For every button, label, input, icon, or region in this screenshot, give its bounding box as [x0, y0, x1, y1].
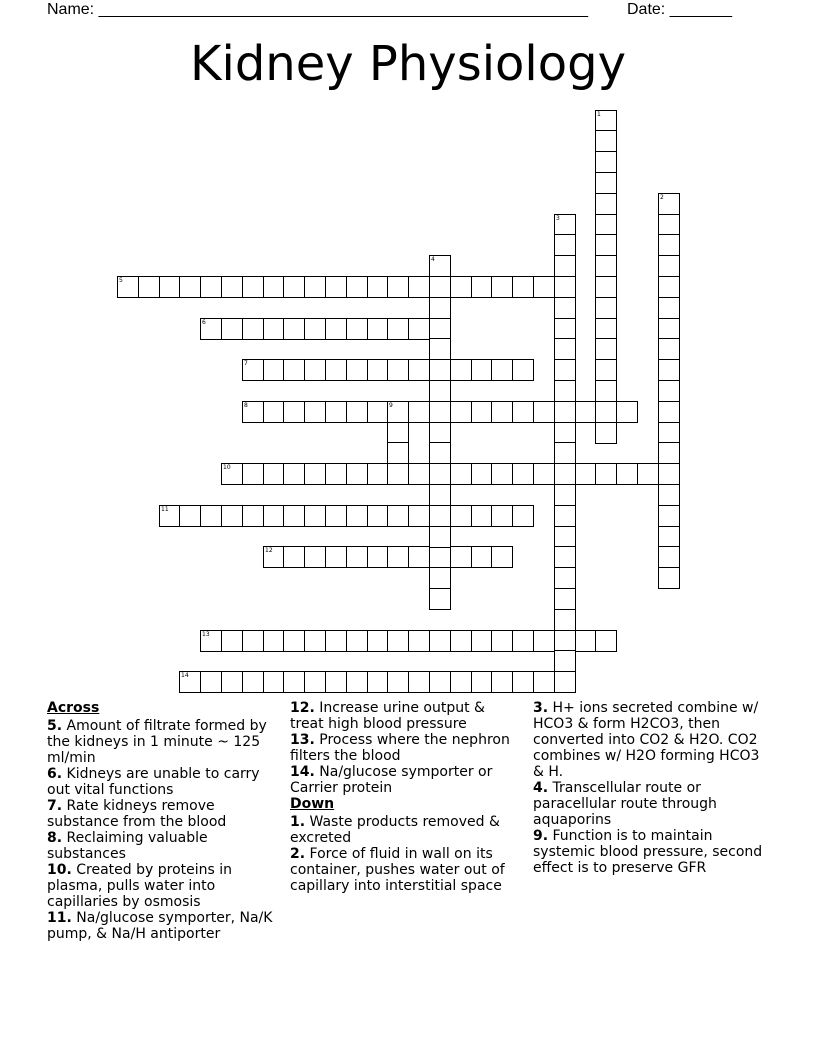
- crossword-cell[interactable]: [429, 505, 451, 527]
- crossword-cell[interactable]: [554, 671, 576, 693]
- crossword-cell[interactable]: [346, 630, 368, 652]
- cell-number: 13: [202, 631, 210, 638]
- crossword-cell[interactable]: [387, 463, 409, 485]
- clue-text: Increase urine output & treat high blood pressure: [290, 700, 485, 732]
- crossword-cell[interactable]: [367, 359, 389, 381]
- crossword-cell[interactable]: [325, 546, 347, 568]
- crossword-cell[interactable]: [242, 359, 264, 381]
- clue-across-10: [47, 862, 277, 910]
- crossword-cell[interactable]: [283, 505, 305, 527]
- clue-across-5: [47, 718, 277, 766]
- crossword-cell[interactable]: [554, 567, 576, 589]
- crossword-cell[interactable]: [658, 276, 680, 298]
- crossword-cell[interactable]: [658, 484, 680, 506]
- crossword-cell[interactable]: [658, 546, 680, 568]
- crossword-cell[interactable]: [304, 318, 326, 340]
- clue-number: 8.: [47, 830, 63, 846]
- crossword-cell[interactable]: [554, 546, 576, 568]
- crossword-cell[interactable]: [159, 505, 181, 527]
- crossword-cell[interactable]: [554, 630, 576, 652]
- crossword-cell[interactable]: [471, 463, 493, 485]
- clue-down-2: [290, 846, 522, 894]
- crossword-cell[interactable]: [512, 671, 534, 693]
- crossword-cell[interactable]: [471, 276, 493, 298]
- crossword-cell[interactable]: [159, 276, 181, 298]
- across-heading: Across: [47, 700, 100, 716]
- crossword-cell[interactable]: [429, 484, 451, 506]
- crossword-cell[interactable]: [595, 151, 617, 173]
- crossword-cell[interactable]: [346, 276, 368, 298]
- crossword-cell[interactable]: [387, 422, 409, 444]
- clue-number: 1.: [290, 814, 306, 830]
- crossword-cell[interactable]: [242, 671, 264, 693]
- crossword-cell[interactable]: [408, 276, 430, 298]
- clue-number: 2.: [290, 846, 306, 862]
- crossword-cell[interactable]: [575, 630, 597, 652]
- clue-across-14: [290, 764, 522, 796]
- crossword-cell[interactable]: [429, 276, 451, 298]
- crossword-cell[interactable]: [491, 276, 513, 298]
- crossword-cell[interactable]: [471, 630, 493, 652]
- cell-number: 8: [244, 402, 248, 409]
- clue-down-1: [290, 814, 522, 846]
- crossword-cell[interactable]: [429, 567, 451, 589]
- crossword-cell[interactable]: [387, 505, 409, 527]
- clue-number: 13.: [290, 732, 315, 748]
- crossword-cell[interactable]: [595, 422, 617, 444]
- crossword-cell[interactable]: [554, 505, 576, 527]
- crossword-cell[interactable]: [429, 401, 451, 423]
- crossword-cell[interactable]: [595, 255, 617, 277]
- crossword-cell[interactable]: [512, 401, 534, 423]
- clue-text: Function is to maintain systemic blood pressure, second effect is to preserve GFR: [533, 828, 763, 876]
- crossword-cell[interactable]: [554, 276, 576, 298]
- clue-number: 3.: [533, 700, 549, 716]
- crossword-cell[interactable]: [554, 442, 576, 464]
- crossword-cell[interactable]: [387, 401, 409, 423]
- crossword-cell[interactable]: [117, 276, 139, 298]
- clue-text: Created by proteins in plasma, pulls water into capillaries by osmosis: [47, 862, 233, 910]
- crossword-cell[interactable]: [408, 630, 430, 652]
- crossword-cell[interactable]: [367, 505, 389, 527]
- crossword-cell[interactable]: [429, 671, 451, 693]
- crossword-cell[interactable]: [221, 630, 243, 652]
- crossword-cell[interactable]: [658, 505, 680, 527]
- crossword-cell[interactable]: [283, 630, 305, 652]
- crossword-cell[interactable]: [554, 214, 576, 236]
- crossword-cell[interactable]: [179, 671, 201, 693]
- clues-column-3: [533, 700, 773, 876]
- crossword-cell[interactable]: [242, 505, 264, 527]
- crossword-cell[interactable]: [533, 630, 555, 652]
- crossword-cell[interactable]: [263, 671, 285, 693]
- clue-text: Process where the nephron filters the blood: [290, 732, 510, 764]
- crossword-cell[interactable]: [408, 318, 430, 340]
- cell-number: 7: [244, 360, 248, 367]
- crossword-cell[interactable]: [242, 630, 264, 652]
- cell-number: 10: [223, 464, 231, 471]
- cell-number: 11: [161, 506, 169, 513]
- crossword-cell[interactable]: [491, 359, 513, 381]
- crossword-cell[interactable]: [304, 401, 326, 423]
- crossword-cell[interactable]: [554, 422, 576, 444]
- crossword-cell[interactable]: [658, 442, 680, 464]
- cell-number: 1: [597, 111, 601, 118]
- crossword-cell[interactable]: [387, 318, 409, 340]
- crossword-cell[interactable]: [450, 505, 472, 527]
- clue-number: 7.: [47, 798, 63, 814]
- crossword-cell[interactable]: [512, 505, 534, 527]
- crossword-cell[interactable]: [408, 401, 430, 423]
- clue-across-13: [290, 732, 522, 764]
- clues-column-2: [290, 700, 522, 894]
- clue-number: 14.: [290, 764, 315, 780]
- crossword-cell[interactable]: [429, 380, 451, 402]
- crossword-cell[interactable]: [304, 463, 326, 485]
- crossword-cell[interactable]: [533, 671, 555, 693]
- crossword-cell[interactable]: [554, 401, 576, 423]
- crossword-cell[interactable]: [471, 671, 493, 693]
- crossword-cell[interactable]: [554, 588, 576, 610]
- clue-down-3: [533, 700, 773, 780]
- crossword-cell[interactable]: [450, 671, 472, 693]
- crossword-cell[interactable]: [429, 422, 451, 444]
- crossword-cell[interactable]: [325, 276, 347, 298]
- crossword-cell[interactable]: [491, 630, 513, 652]
- clue-text: Transcellular route or paracellular route through aquaporins: [533, 780, 717, 828]
- crossword-cell[interactable]: [263, 463, 285, 485]
- crossword-cell[interactable]: [325, 671, 347, 693]
- crossword-cell[interactable]: [367, 318, 389, 340]
- crossword-cell[interactable]: [429, 255, 451, 277]
- clue-text: Rate kidneys remove substance from the blood: [47, 798, 227, 830]
- crossword-cell[interactable]: [595, 338, 617, 360]
- crossword-cell[interactable]: [263, 546, 285, 568]
- crossword-cell[interactable]: [387, 546, 409, 568]
- crossword-cell[interactable]: [595, 110, 617, 132]
- crossword-cell[interactable]: [387, 442, 409, 464]
- crossword-cell[interactable]: [491, 546, 513, 568]
- crossword-cell[interactable]: [429, 338, 451, 360]
- clue-across-12: [290, 700, 522, 732]
- crossword-cell[interactable]: [283, 318, 305, 340]
- date-field[interactable]: Date: _______: [627, 1, 732, 18]
- crossword-cell[interactable]: [450, 630, 472, 652]
- crossword-cell[interactable]: [450, 463, 472, 485]
- clue-text: Waste products removed & excreted: [290, 814, 500, 846]
- crossword-cell[interactable]: [367, 630, 389, 652]
- crossword-cell[interactable]: [346, 463, 368, 485]
- clue-number: 10.: [47, 862, 72, 878]
- crossword-cell[interactable]: [304, 359, 326, 381]
- crossword-cell[interactable]: [429, 442, 451, 464]
- clue-number: 12.: [290, 700, 315, 716]
- crossword-cell[interactable]: [471, 359, 493, 381]
- crossword-cell[interactable]: [408, 463, 430, 485]
- crossword-cell[interactable]: [138, 276, 160, 298]
- clue-number: 11.: [47, 910, 72, 926]
- crossword-cell[interactable]: [367, 401, 389, 423]
- crossword-cell[interactable]: [221, 505, 243, 527]
- crossword-cell[interactable]: [408, 671, 430, 693]
- cell-number: 9: [389, 402, 393, 409]
- crossword-cell[interactable]: [429, 630, 451, 652]
- crossword-cell[interactable]: [325, 505, 347, 527]
- crossword-cell[interactable]: [263, 401, 285, 423]
- crossword-cell[interactable]: [595, 130, 617, 152]
- crossword-cell[interactable]: [491, 463, 513, 485]
- crossword-cell[interactable]: [346, 546, 368, 568]
- crossword-cell[interactable]: [325, 463, 347, 485]
- crossword-cell[interactable]: [387, 276, 409, 298]
- clue-number: 9.: [533, 828, 549, 844]
- crossword-cell[interactable]: [595, 297, 617, 319]
- crossword-cell[interactable]: [471, 505, 493, 527]
- crossword-cell[interactable]: [658, 234, 680, 256]
- crossword-cell[interactable]: [450, 546, 472, 568]
- crossword-cell[interactable]: [325, 630, 347, 652]
- crossword-cell[interactable]: [616, 401, 638, 423]
- crossword-cell[interactable]: [429, 588, 451, 610]
- crossword-cell[interactable]: [429, 359, 451, 381]
- crossword-cell[interactable]: [637, 463, 659, 485]
- clue-text: Reclaiming valuable substances: [47, 830, 208, 862]
- crossword-cell[interactable]: [595, 214, 617, 236]
- crossword-cell[interactable]: [367, 276, 389, 298]
- crossword-cell[interactable]: [554, 255, 576, 277]
- clue-down-9: [533, 828, 773, 876]
- crossword-cell[interactable]: [658, 338, 680, 360]
- name-field[interactable]: Name: _______________________________________________________: [47, 1, 588, 18]
- crossword-cell[interactable]: [658, 422, 680, 444]
- crossword-cell[interactable]: [387, 630, 409, 652]
- crossword-cell[interactable]: [283, 546, 305, 568]
- clue-text: Na/glucose symporter, Na/K pump, & Na/H antiporter: [47, 910, 273, 942]
- crossword-cell[interactable]: [242, 318, 264, 340]
- crossword-cell[interactable]: [595, 380, 617, 402]
- crossword-cell[interactable]: [367, 463, 389, 485]
- crossword-cell[interactable]: [658, 401, 680, 423]
- clue-text: Force of fluid in wall on its container, pushes water out of capillary into interstitial space: [290, 846, 505, 894]
- crossword-cell[interactable]: [554, 359, 576, 381]
- clue-text: Kidneys are unable to carry out vital functions: [47, 766, 260, 798]
- crossword-cell[interactable]: [491, 401, 513, 423]
- crossword-cell[interactable]: [346, 505, 368, 527]
- clue-text: Amount of filtrate formed by the kidneys in 1 minute ~ 125 ml/min: [47, 718, 267, 766]
- crossword-cell[interactable]: [263, 359, 285, 381]
- crossword-cell[interactable]: [325, 359, 347, 381]
- crossword-cell[interactable]: [491, 671, 513, 693]
- crossword-cell[interactable]: [554, 609, 576, 631]
- crossword-cell[interactable]: [325, 318, 347, 340]
- clue-down-4: [533, 780, 773, 828]
- crossword-cell[interactable]: [408, 359, 430, 381]
- crossword-cell[interactable]: [408, 546, 430, 568]
- crossword-cell[interactable]: [533, 401, 555, 423]
- cell-number: 2: [660, 194, 664, 201]
- crossword-cell[interactable]: [283, 463, 305, 485]
- crossword-cell[interactable]: [346, 359, 368, 381]
- crossword-cell[interactable]: [595, 318, 617, 340]
- crossword-cell[interactable]: [200, 630, 222, 652]
- crossword-cell[interactable]: [325, 401, 347, 423]
- crossword-cell[interactable]: [221, 671, 243, 693]
- clues-column-1: [47, 700, 277, 942]
- crossword-cell[interactable]: [450, 359, 472, 381]
- crossword-cell[interactable]: [450, 401, 472, 423]
- cell-number: 5: [119, 277, 123, 284]
- crossword-cell[interactable]: [346, 318, 368, 340]
- crossword-cell[interactable]: [179, 276, 201, 298]
- crossword-cell[interactable]: [179, 505, 201, 527]
- crossword-cell[interactable]: [387, 359, 409, 381]
- crossword-cell[interactable]: [658, 214, 680, 236]
- crossword-cell[interactable]: [512, 630, 534, 652]
- crossword-cell[interactable]: [283, 401, 305, 423]
- crossword-cell[interactable]: [367, 546, 389, 568]
- crossword-cell[interactable]: [595, 463, 617, 485]
- crossword-cell[interactable]: [283, 359, 305, 381]
- crossword-cell[interactable]: [429, 463, 451, 485]
- crossword-cell[interactable]: [304, 546, 326, 568]
- crossword-cell[interactable]: [595, 359, 617, 381]
- crossword-cell[interactable]: [658, 297, 680, 319]
- clue-number: 5.: [47, 718, 63, 734]
- page-title: Kidney Physiology: [190, 36, 626, 92]
- crossword-cell[interactable]: [554, 484, 576, 506]
- crossword-cell[interactable]: [658, 380, 680, 402]
- clue-across-8: [47, 830, 277, 862]
- clue-text: H+ ions secreted combine w/ HCO3 & form H2CO3, then converted into CO2 & H2O. CO2 combines w/ H2O forming HCO3 & H.: [533, 700, 760, 780]
- clue-across-7: [47, 798, 277, 830]
- crossword-cell[interactable]: [595, 630, 617, 652]
- crossword-cell[interactable]: [221, 276, 243, 298]
- crossword-cell[interactable]: [554, 234, 576, 256]
- crossword-cell[interactable]: [263, 630, 285, 652]
- crossword-cell[interactable]: [512, 463, 534, 485]
- crossword-cell[interactable]: [304, 276, 326, 298]
- clue-text: Na/glucose symporter or Carrier protein: [290, 764, 493, 796]
- crossword-cell[interactable]: [554, 297, 576, 319]
- down-heading: Down: [290, 796, 335, 812]
- crossword-cell[interactable]: [512, 276, 534, 298]
- crossword-cell[interactable]: [450, 276, 472, 298]
- crossword-cell[interactable]: [221, 318, 243, 340]
- crossword-cell[interactable]: [554, 526, 576, 548]
- crossword-cell[interactable]: [512, 359, 534, 381]
- crossword-cell[interactable]: [367, 671, 389, 693]
- crossword-cell[interactable]: [616, 463, 638, 485]
- crossword-cell[interactable]: [595, 193, 617, 215]
- crossword-cell[interactable]: [200, 671, 222, 693]
- crossword-cell[interactable]: [200, 505, 222, 527]
- crossword-cell[interactable]: [554, 650, 576, 672]
- crossword-cell[interactable]: [221, 463, 243, 485]
- crossword-cell[interactable]: [408, 505, 430, 527]
- crossword-cell[interactable]: [554, 463, 576, 485]
- crossword-cell[interactable]: [658, 526, 680, 548]
- crossword-cell[interactable]: [554, 338, 576, 360]
- cell-number: 6: [202, 319, 206, 326]
- crossword-cell[interactable]: [533, 463, 555, 485]
- clue-number: 4.: [533, 780, 549, 796]
- crossword-cell[interactable]: [387, 671, 409, 693]
- cell-number: 12: [265, 547, 273, 554]
- crossword-cell[interactable]: [242, 463, 264, 485]
- crossword-cell[interactable]: [471, 401, 493, 423]
- crossword-cell[interactable]: [595, 172, 617, 194]
- clue-number: 6.: [47, 766, 63, 782]
- crossword-cell[interactable]: [658, 255, 680, 277]
- cell-number: 3: [556, 215, 560, 222]
- crossword-cell[interactable]: [263, 276, 285, 298]
- crossword-cell[interactable]: [242, 401, 264, 423]
- crossword-cell[interactable]: [554, 380, 576, 402]
- crossword-cell[interactable]: [575, 401, 597, 423]
- cell-number: 4: [431, 256, 435, 263]
- crossword-cell[interactable]: [283, 671, 305, 693]
- crossword-cell[interactable]: [533, 276, 555, 298]
- crossword-cell[interactable]: [429, 297, 451, 319]
- crossword-cell[interactable]: [595, 276, 617, 298]
- crossword-cell[interactable]: [554, 318, 576, 340]
- crossword-cell[interactable]: [658, 193, 680, 215]
- crossword-cell[interactable]: [595, 234, 617, 256]
- crossword-cell[interactable]: [471, 546, 493, 568]
- crossword-cell[interactable]: [429, 318, 451, 340]
- crossword-cell[interactable]: [283, 276, 305, 298]
- clue-across-11: [47, 910, 277, 942]
- crossword-cell[interactable]: [242, 276, 264, 298]
- crossword-cell[interactable]: [304, 671, 326, 693]
- crossword-cell[interactable]: [200, 276, 222, 298]
- crossword-cell[interactable]: [429, 546, 451, 568]
- crossword-cell[interactable]: [304, 505, 326, 527]
- crossword-cell[interactable]: [575, 463, 597, 485]
- cell-number: 14: [181, 672, 189, 679]
- crossword-cell[interactable]: [346, 671, 368, 693]
- crossword-cell[interactable]: [595, 401, 617, 423]
- crossword-cell[interactable]: [429, 526, 451, 548]
- clue-across-6: [47, 766, 277, 798]
- crossword-cell[interactable]: [346, 401, 368, 423]
- crossword-cell[interactable]: [304, 630, 326, 652]
- crossword-cell[interactable]: [263, 318, 285, 340]
- crossword-cell[interactable]: [658, 567, 680, 589]
- crossword-cell[interactable]: [263, 505, 285, 527]
- crossword-cell[interactable]: [658, 463, 680, 485]
- crossword-cell[interactable]: [658, 359, 680, 381]
- crossword-cell[interactable]: [491, 505, 513, 527]
- crossword-cell[interactable]: [200, 318, 222, 340]
- crossword-cell[interactable]: [658, 318, 680, 340]
